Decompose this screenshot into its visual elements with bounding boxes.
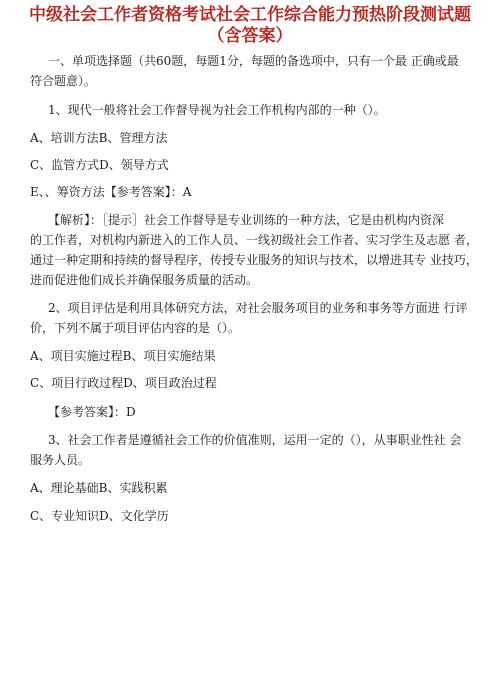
question-2-stem-cont: 价，下列不属于项目评估内容的是（）。 [30,321,241,335]
question-3-stem-cont: 服务人员。 [30,453,91,467]
section-intro: 一、单项选择题（共60题，每题1分，每题的备选项中，只有一个最 正确或最 [48,54,459,68]
question-1-analysis-line: 进而促进他们成长并确保服务质量的活动。 [30,273,259,287]
question-1-options-cd: C、监管方式D、领导方式 [30,158,169,172]
document-title-subtitle: （含答案） [207,26,293,46]
document-title: 中级社会工作者资格考试社会工作综合能力预热阶段测试题 [29,5,471,25]
question-1-stem: 1、现代一般将社会工作督导视为社会工作机构内部的一种（）。 [48,103,386,117]
question-3-options-cd: C、专业知识D、文化学历 [30,509,169,523]
question-1-option-e-answer: E、、筹资方法【参考答案】：A [30,185,192,199]
question-2-stem: 2、项目评估是利用具体研究方法，对社会服务项目的业务和事务等方面进 行评 [48,301,468,315]
question-1-analysis-line: 【解析】：［提示］社会工作督导是专业训练的一种方法，它是由机构内资深 [48,213,445,227]
question-1-options-ab: A、培训方法B、管理方法 [30,131,168,145]
question-1-analysis-line: 通过一种定期和持续的督导程序，传授专业服务的知识与技术，以增进其专 业技巧， [30,253,478,267]
question-3-options-ab: A、理论基础B、实践积累 [30,481,168,495]
question-2-options-ab: A、项目实施过程B、项目实施结果 [30,349,216,363]
question-3-stem: 3、社会工作者是遵循社会工作的价值准则，运用一定的（），从事职业性社 会 [48,433,462,447]
question-2-answer: 【参考答案】：D [48,405,136,419]
question-1-analysis-line: 的工作者，对机构内新进入的工作人员、一线初级社会工作者、实习学生及志愿 者， [30,233,478,247]
question-2-options-cd: C、项目行政过程D、项目政治过程 [30,376,217,390]
section-intro-cont: 符合题意）。 [30,74,97,88]
